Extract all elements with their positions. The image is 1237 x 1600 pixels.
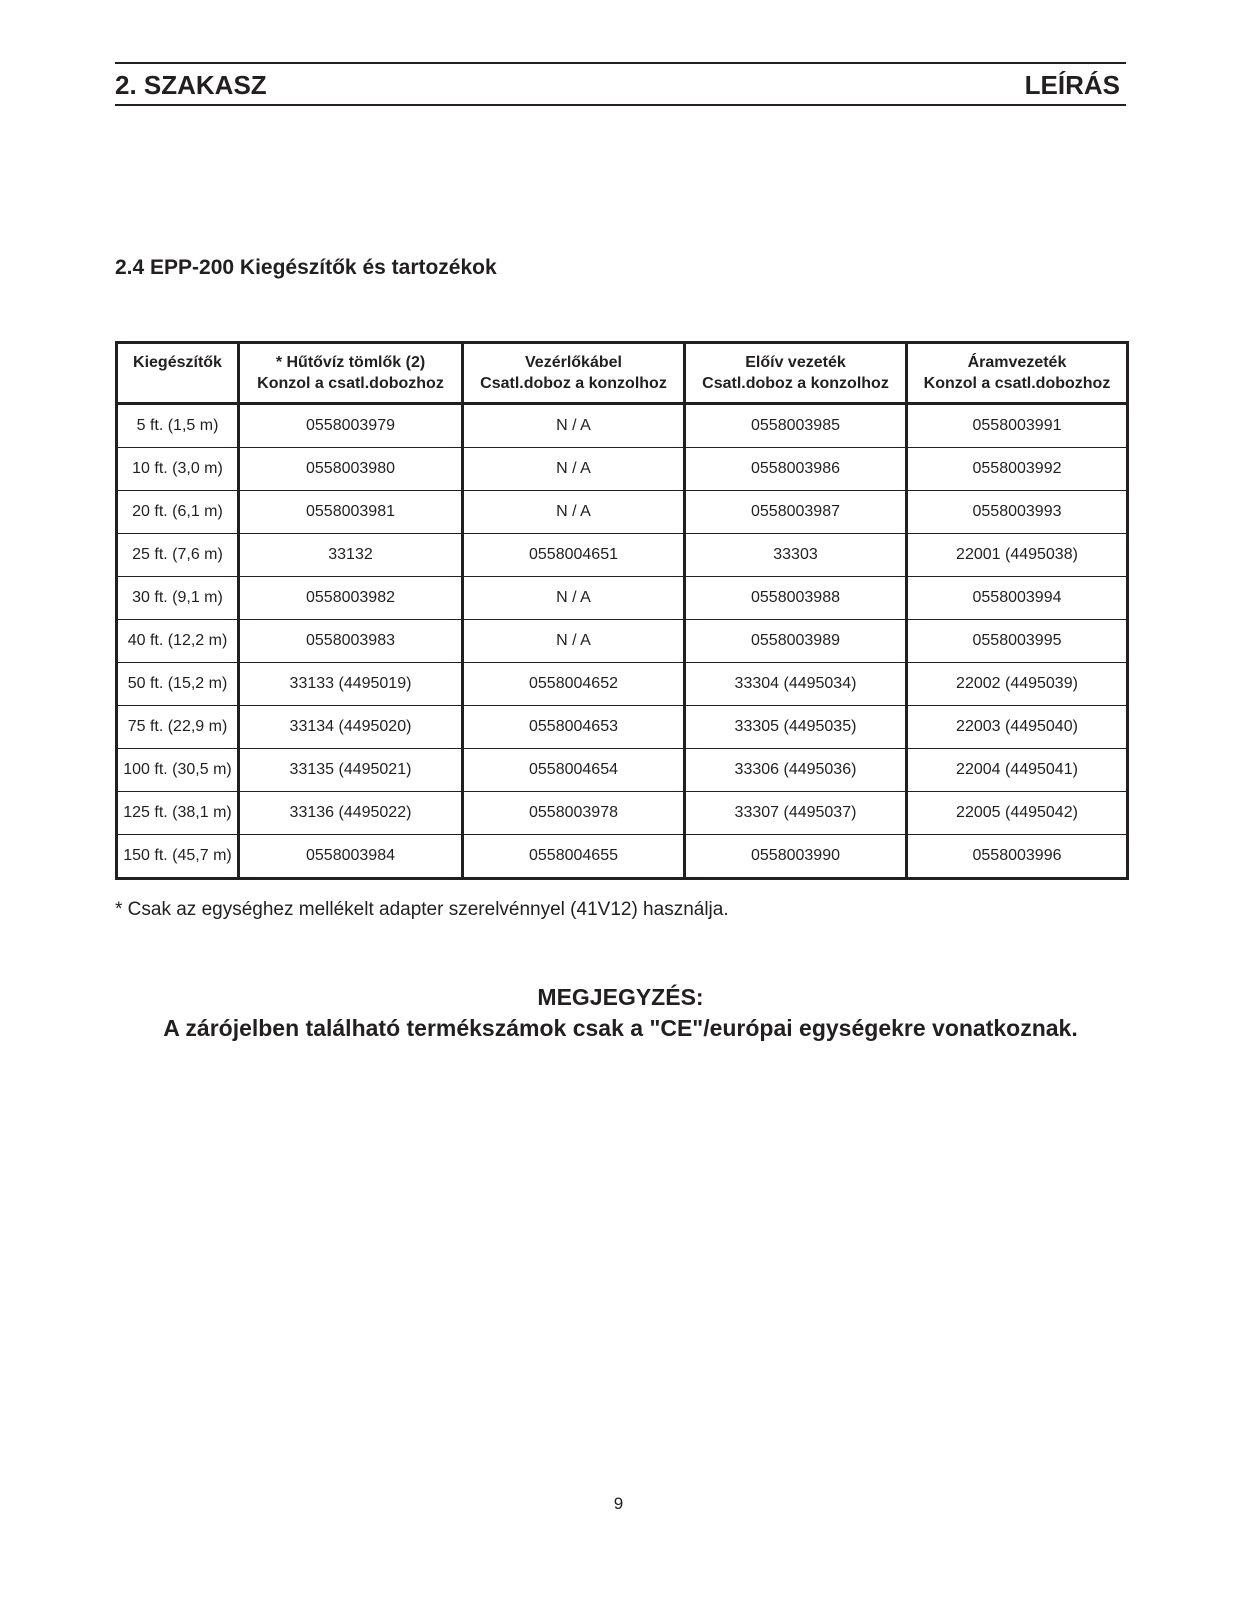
part-number-cell: 33134 (4495020) — [239, 706, 463, 749]
part-number-cell: 0558003978 — [463, 792, 685, 835]
part-number-cell: 33305 (4495035) — [685, 706, 907, 749]
length-cell: 100 ft. (30,5 m) — [117, 749, 239, 792]
table-row — [117, 448, 1128, 491]
part-number-cell: 0558004651 — [463, 534, 685, 577]
note-text: A zárójelben található termékszámok csak a "CE"/európai egységekre vonatkoznak. — [163, 1015, 1078, 1041]
part-number-cell: 0558003980 — [239, 448, 463, 491]
part-number-cell: 0558003983 — [239, 620, 463, 663]
header-cell-pilot-arc-lead: Előív vezeték Csatl.doboz a konzolhoz — [685, 343, 907, 404]
part-number-cell: 22002 (4495039) — [907, 663, 1128, 706]
part-number-cell: 0558003988 — [685, 577, 907, 620]
part-number-cell: 0558003987 — [685, 491, 907, 534]
part-number-cell: 0558003981 — [239, 491, 463, 534]
part-number-cell: 0558003990 — [685, 835, 907, 879]
length-cell: 150 ft. (45,7 m) — [117, 835, 239, 879]
table-row — [117, 706, 1128, 749]
part-number-cell: 33303 — [685, 534, 907, 577]
note-box — [115, 982, 1126, 1044]
part-number-cell: 0558003979 — [239, 404, 463, 448]
part-number-cell: 33135 (4495021) — [239, 749, 463, 792]
table-row — [117, 835, 1128, 879]
length-cell: 40 ft. (12,2 m) — [117, 620, 239, 663]
table-row — [117, 749, 1128, 792]
section-title: 2.4 EPP-200 Kiegészítők és tartozékok — [115, 256, 497, 279]
part-number-cell: N / A — [463, 448, 685, 491]
length-cell: 25 ft. (7,6 m) — [117, 534, 239, 577]
part-number-cell: 33133 (4495019) — [239, 663, 463, 706]
note-title: MEGJEGYZÉS: — [537, 984, 704, 1010]
length-cell: 30 ft. (9,1 m) — [117, 577, 239, 620]
table-row — [117, 792, 1128, 835]
table-row — [117, 577, 1128, 620]
part-number-cell: 0558003985 — [685, 404, 907, 448]
part-number-cell: 0558004654 — [463, 749, 685, 792]
part-number-cell: 0558003989 — [685, 620, 907, 663]
part-number-cell: 22005 (4495042) — [907, 792, 1128, 835]
length-cell: 5 ft. (1,5 m) — [117, 404, 239, 448]
part-number-cell: 33304 (4495034) — [685, 663, 907, 706]
section-heading: LEÍRÁS — [1024, 70, 1120, 100]
length-cell: 10 ft. (3,0 m) — [117, 448, 239, 491]
part-number-cell: 33132 — [239, 534, 463, 577]
part-number-cell: 0558004653 — [463, 706, 685, 749]
part-number-cell: N / A — [463, 577, 685, 620]
header-cell-accessories: Kiegészítők — [117, 343, 239, 404]
table-row — [117, 663, 1128, 706]
part-number-cell: 0558003986 — [685, 448, 907, 491]
part-number-cell: 22003 (4495040) — [907, 706, 1128, 749]
part-number-cell: N / A — [463, 491, 685, 534]
part-number-cell: 0558003992 — [907, 448, 1128, 491]
part-number-cell: 22004 (4495041) — [907, 749, 1128, 792]
part-number-cell: 0558003995 — [907, 620, 1128, 663]
part-number-cell: 33136 (4495022) — [239, 792, 463, 835]
part-number-cell: 22001 (4495038) — [907, 534, 1128, 577]
page-header — [115, 62, 1126, 106]
length-cell: 75 ft. (22,9 m) — [117, 706, 239, 749]
part-number-cell: 33307 (4495037) — [685, 792, 907, 835]
table-row — [117, 404, 1128, 448]
page-number: 9 — [613, 1494, 624, 1513]
part-number-cell: 0558003982 — [239, 577, 463, 620]
header-cell-power-cable: Áramvezeték Konzol a csatl.dobozhoz — [907, 343, 1128, 404]
table-row — [117, 491, 1128, 534]
table-header-row — [117, 343, 1128, 404]
part-number-cell: 0558004655 — [463, 835, 685, 879]
header-cell-control-cable: Vezérlőkábel Csatl.doboz a konzolhoz — [463, 343, 685, 404]
accessories-table — [115, 341, 1129, 880]
part-number-cell: 0558003994 — [907, 577, 1128, 620]
footnote: * Csak az egységhez mellékelt adapter szerelvénnyel (41V12) használja. — [115, 899, 729, 920]
section-label: 2. SZAKASZ — [115, 70, 267, 100]
part-number-cell: 0558003993 — [907, 491, 1128, 534]
part-number-cell: 33306 (4495036) — [685, 749, 907, 792]
table-row — [117, 620, 1128, 663]
length-cell: 20 ft. (6,1 m) — [117, 491, 239, 534]
length-cell: 50 ft. (15,2 m) — [117, 663, 239, 706]
part-number-cell: 0558003991 — [907, 404, 1128, 448]
table-row — [117, 534, 1128, 577]
header-cell-coolant-hoses: * Hűtővíz tömlők (2) Konzol a csatl.dobozhoz — [239, 343, 463, 404]
part-number-cell: 0558004652 — [463, 663, 685, 706]
part-number-cell: N / A — [463, 404, 685, 448]
part-number-cell: N / A — [463, 620, 685, 663]
part-number-cell: 0558003984 — [239, 835, 463, 879]
part-number-cell: 0558003996 — [907, 835, 1128, 879]
length-cell: 125 ft. (38,1 m) — [117, 792, 239, 835]
